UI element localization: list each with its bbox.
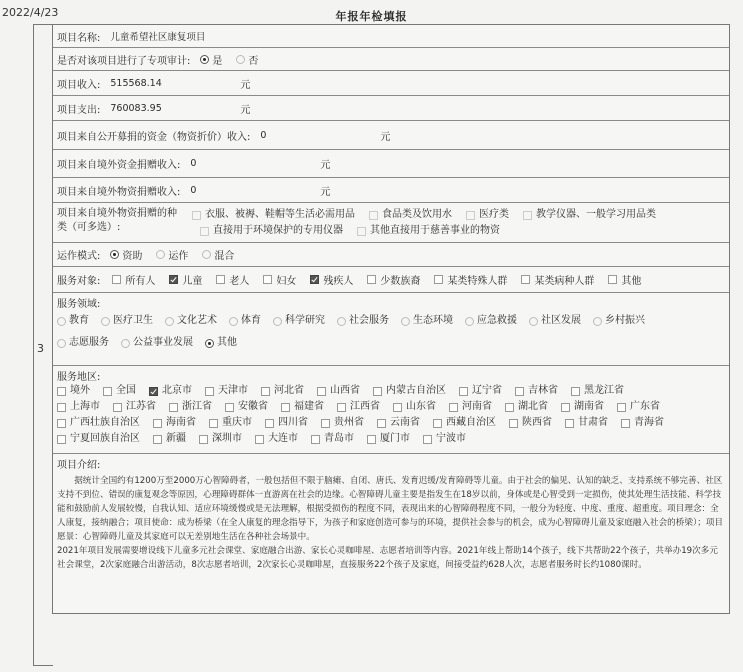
region-checkbox[interactable] (515, 387, 524, 396)
field-option: 体育 (241, 315, 261, 326)
region-checkbox[interactable] (281, 403, 290, 412)
region-line (57, 415, 725, 431)
field-option: 生态环境 (413, 315, 453, 326)
field-radio[interactable] (465, 317, 474, 326)
goods-type-option: 教学仪器、一般学习用品类 (536, 209, 656, 220)
region-option[interactable] (95, 383, 136, 399)
region-checkbox[interactable] (621, 419, 630, 428)
region-checkbox[interactable] (571, 387, 580, 396)
region-checkbox[interactable] (199, 435, 208, 444)
audit-row (53, 48, 729, 71)
field-option: 教育 (69, 315, 89, 326)
target-option: 老人 (229, 276, 250, 287)
region-label: 吉林省 (528, 385, 558, 396)
region-label: 上海市 (70, 401, 100, 412)
income-label: 项目收入: (57, 79, 101, 91)
region-label: 黑龙江省 (584, 385, 624, 396)
region-label: 境外 (70, 385, 90, 396)
target-option: 妇女 (276, 276, 297, 287)
region-label: 甘肃省 (578, 417, 608, 428)
region-checkbox[interactable] (423, 435, 432, 444)
region-option[interactable] (613, 415, 664, 431)
region-label: 安徽省 (238, 401, 268, 412)
project-name-value[interactable]: 儿童希望社区康复项目 (110, 32, 206, 43)
income-value[interactable]: 515568.14 (110, 77, 162, 89)
region-checkbox[interactable] (169, 403, 178, 412)
region-option[interactable] (553, 399, 604, 415)
target-disease-group-checkbox[interactable] (521, 275, 530, 284)
region-label: 内蒙古自治区 (386, 385, 446, 396)
region-option[interactable] (197, 383, 248, 399)
goods-type-option: 直接用于环境保护的专用仪器 (213, 225, 343, 236)
region-label: 四川省 (278, 417, 308, 428)
region-label: 广西壮族自治区 (70, 417, 140, 428)
mode-funding-label: 资助 (122, 251, 143, 262)
region-option[interactable] (451, 383, 502, 399)
region-option[interactable] (507, 383, 558, 399)
foreign-goods-value[interactable]: 0 (190, 184, 197, 196)
goods-type-option: 其他直接用于慈善事业的物资 (370, 225, 500, 236)
region-label: 大连市 (268, 433, 298, 444)
field-radio[interactable] (121, 339, 130, 348)
public-fund-value[interactable]: 0 (260, 129, 267, 141)
region-label: 宁波市 (436, 433, 466, 444)
field-option: 公益事业发展 (133, 337, 193, 348)
goods-type-checkbox-5[interactable] (200, 227, 209, 236)
goods-type-label-line2: 类（可多选）: (57, 222, 121, 233)
region-label: 新疆 (166, 433, 186, 444)
region-option[interactable] (501, 415, 552, 431)
target-option: 某类特殊人群 (447, 276, 508, 287)
region-option[interactable] (359, 431, 410, 447)
region-checkbox[interactable] (393, 403, 402, 412)
region-label: 广东省 (630, 401, 660, 412)
annual-report-form (52, 24, 730, 614)
region-label: 青海省 (634, 417, 664, 428)
region-grid (57, 383, 725, 447)
region-option[interactable] (191, 431, 242, 447)
region-checkbox[interactable] (321, 419, 330, 428)
region-label: 湖南省 (574, 401, 604, 412)
region-label: 西藏自治区 (446, 417, 496, 428)
field-option: 文化艺术 (177, 315, 217, 326)
service-target-row (53, 267, 729, 293)
region-label: 宁夏回族自治区 (70, 433, 140, 444)
goods-type-option: 衣服、被褥、鞋帽等生活必需用品 (205, 209, 355, 220)
region-label: 重庆市 (222, 417, 252, 428)
region-option[interactable] (497, 399, 548, 415)
region-option[interactable] (145, 431, 186, 447)
expense-value[interactable]: 760083.95 (110, 102, 162, 114)
region-option[interactable] (161, 399, 212, 415)
target-women-checkbox[interactable] (263, 275, 272, 284)
foreign-cash-label: 项目来自境外资金捐赠收入: (57, 160, 181, 171)
region-checkbox[interactable] (225, 403, 234, 412)
target-disabled-checkbox[interactable] (310, 275, 319, 284)
region-checkbox[interactable] (209, 419, 218, 428)
goods-type-option: 医疗类 (479, 209, 509, 220)
region-option[interactable] (257, 415, 308, 431)
region-option[interactable] (385, 399, 436, 415)
report-date: 2022/4/23 (2, 6, 59, 19)
audit-yes-radio[interactable] (200, 55, 209, 64)
region-option[interactable] (441, 399, 492, 415)
goods-type-label-line1: 项目来自境外物资捐赠的种 (57, 208, 177, 219)
goods-type-row (53, 203, 729, 243)
project-intro-row (53, 454, 729, 613)
region-option[interactable] (217, 399, 268, 415)
target-option: 残疾人 (323, 276, 354, 287)
project-intro-text[interactable] (57, 474, 725, 572)
region-checkbox[interactable] (205, 387, 214, 396)
region-label: 全国 (116, 385, 136, 396)
goods-type-checkbox-2[interactable] (369, 211, 378, 220)
service-field-label: 服务领域: (57, 299, 101, 310)
target-other-checkbox[interactable] (608, 275, 617, 284)
region-checkbox[interactable] (367, 435, 376, 444)
region-label: 浙江省 (182, 401, 212, 412)
region-option[interactable] (141, 383, 192, 399)
field-radio[interactable] (229, 317, 238, 326)
region-option[interactable] (309, 383, 360, 399)
region-option[interactable] (329, 399, 380, 415)
audit-yes-label: 是 (212, 55, 223, 67)
field-radio[interactable] (337, 317, 346, 326)
field-radio[interactable] (101, 317, 110, 326)
field-radio[interactable] (593, 317, 602, 326)
region-option[interactable] (415, 431, 466, 447)
mode-operation-radio[interactable] (156, 250, 165, 259)
foreign-goods-label: 项目来自境外物资捐赠收入: (57, 186, 181, 198)
audit-no-label: 否 (248, 55, 259, 67)
region-label: 湖北省 (518, 401, 548, 412)
region-label: 福建省 (294, 401, 324, 412)
region-option[interactable] (57, 431, 140, 447)
audit-label: 是否对该项目进行了专项审计: (57, 55, 191, 67)
region-checkbox[interactable] (509, 419, 518, 428)
foreign-cash-value[interactable]: 0 (190, 158, 197, 169)
target-option: 儿童 (182, 276, 203, 287)
target-option: 少数族裔 (380, 276, 421, 287)
region-option[interactable] (557, 415, 608, 431)
region-label: 山东省 (406, 401, 436, 412)
region-label: 云南省 (390, 417, 420, 428)
region-label: 北京市 (162, 385, 192, 396)
region-checkbox[interactable] (255, 435, 264, 444)
field-option: 社会服务 (349, 315, 389, 326)
region-option[interactable] (609, 399, 660, 415)
region-checkbox[interactable] (57, 419, 66, 428)
region-option[interactable] (57, 415, 140, 431)
income-row (53, 71, 729, 96)
region-option[interactable] (273, 399, 324, 415)
expense-row (53, 96, 729, 121)
region-label: 山西省 (330, 385, 360, 396)
field-radio[interactable] (165, 317, 174, 326)
mode-operation-label: 运作 (168, 251, 189, 262)
mode-funding-radio[interactable] (110, 250, 119, 259)
income-unit: 元 (240, 79, 251, 91)
operation-mode-label: 运作模式: (57, 251, 101, 262)
region-checkbox[interactable] (561, 403, 570, 412)
page-title: 年报年检填报 (335, 10, 408, 23)
region-checkbox[interactable] (57, 387, 66, 396)
region-checkbox[interactable] (261, 387, 270, 396)
mode-mixed-label: 混合 (214, 251, 235, 262)
service-target-label: 服务对象: (57, 276, 101, 287)
region-checkbox[interactable] (565, 419, 574, 428)
goods-type-checkbox-3[interactable] (466, 211, 475, 220)
region-label: 青岛市 (324, 433, 354, 444)
region-checkbox[interactable] (373, 387, 382, 396)
region-checkbox[interactable] (317, 387, 326, 396)
region-option[interactable] (369, 415, 420, 431)
field-option: 医疗卫生 (113, 315, 153, 326)
region-option[interactable] (105, 399, 156, 415)
region-option[interactable] (425, 415, 496, 431)
goods-type-checkbox-6[interactable] (357, 227, 366, 236)
field-option: 乡村振兴 (605, 315, 645, 326)
region-label: 江西省 (350, 401, 380, 412)
expense-label: 项目支出: (57, 104, 101, 116)
target-elderly-checkbox[interactable] (216, 275, 225, 284)
region-option[interactable] (57, 383, 90, 399)
region-checkbox[interactable] (617, 403, 626, 412)
goods-type-option: 食品类及饮用水 (382, 209, 452, 220)
service-region-row (53, 366, 729, 454)
region-option[interactable] (365, 383, 446, 399)
project-name-label: 项目名称: (57, 32, 101, 44)
foreign-goods-row (53, 178, 729, 203)
region-checkbox[interactable] (337, 403, 346, 412)
field-option: 科学研究 (285, 315, 325, 326)
goods-type-checkbox-1[interactable] (192, 211, 201, 220)
region-option[interactable] (563, 383, 624, 399)
region-option[interactable] (57, 399, 100, 415)
region-checkbox[interactable] (57, 435, 66, 444)
field-option: 应急救援 (477, 315, 517, 326)
row-number: 3 (37, 342, 44, 355)
goods-type-checkbox-4[interactable] (523, 211, 532, 220)
region-line (57, 431, 725, 447)
intro-paragraph-1: 据统计全国约有1200万至2000万心智障碍者，一般包括但不限于脑瘫、自闭、唐氏、发育迟缓/发育障碍等儿童。由于社会的偏见、认知的缺乏、支持系统不够完善、社区支持不到位、错误的康复观念等原因，心理障碍群体一直游离在社会的边缘。心智障碍儿童主要是指发生在18岁以前，身体或是心智受到一定损伤，使其处理生活技能、科学技能和鼓励前人发展较慢，自我认知、适应环境缓慢或是无法理解，根据受损伤的程度不同，表现出来的心智障碍程度不同，一般分为轻度、中度、重度、超重度。项目理念：全人康复，接纳融合；项目使命：成为桥梁（在全人康复的理念指导下，为孩子和家庭创造可参与的环境，提供社会参与的机会，成为心智障碍儿童及家庭融入社会的桥梁）；项目愿景：心智障碍儿童及其家庭可以无差别地生活在各种社会场景中。 (57, 476, 724, 542)
target-special-group-checkbox[interactable] (434, 275, 443, 284)
goods-type-label (57, 207, 192, 242)
region-checkbox[interactable] (153, 435, 162, 444)
target-minority-checkbox[interactable] (367, 275, 376, 284)
field-option: 志愿服务 (69, 337, 109, 348)
field-option: 其他 (217, 337, 237, 348)
region-option[interactable] (201, 415, 252, 431)
project-name-row (53, 25, 729, 48)
region-checkbox[interactable] (505, 403, 514, 412)
target-option: 其他 (621, 276, 642, 287)
region-option[interactable] (303, 431, 354, 447)
region-checkbox[interactable] (433, 419, 442, 428)
region-checkbox[interactable] (113, 403, 122, 412)
field-radio[interactable] (57, 339, 66, 348)
expense-unit: 元 (240, 104, 251, 116)
service-region-label: 服务地区: (57, 372, 101, 383)
field-radio[interactable] (401, 317, 410, 326)
public-fund-unit: 元 (380, 131, 391, 143)
target-option: 所有人 (125, 276, 156, 287)
region-label: 天津市 (218, 385, 248, 396)
target-option: 某类病种人群 (534, 276, 595, 287)
region-checkbox[interactable] (57, 403, 66, 412)
region-checkbox[interactable] (449, 403, 458, 412)
field-radio[interactable] (529, 317, 538, 326)
region-checkbox[interactable] (377, 419, 386, 428)
field-radio[interactable] (57, 317, 66, 326)
foreign-cash-unit: 元 (320, 160, 331, 171)
region-label: 厦门市 (380, 433, 410, 444)
service-field-row (53, 293, 729, 366)
audit-no-radio[interactable] (236, 55, 245, 64)
project-intro-label: 项目介绍: (57, 460, 101, 471)
region-checkbox[interactable] (149, 387, 158, 396)
region-label: 江苏省 (126, 401, 156, 412)
target-all-checkbox[interactable] (112, 275, 121, 284)
region-option[interactable] (313, 415, 364, 431)
region-line (57, 399, 725, 415)
region-checkbox[interactable] (265, 419, 274, 428)
intro-paragraph-2: 2021年项目发展需要增设线下儿童多元社会课堂、家庭融合出游、家长心灵咖啡屋、志愿者培训等内容。2021年线上帮助14个孩子，线下共帮助22个孩子，共举办19次多元社会课堂，2次家庭融合出游活动，8次志愿者培训，2次家长心灵咖啡屋，直接服务22个孩子及家庭，间接受益约628人次，志愿者服务时长约1080课时。 (57, 546, 718, 570)
region-checkbox[interactable] (153, 419, 162, 428)
operation-mode-row (53, 243, 729, 267)
public-fund-label: 项目来自公开募捐的资金（物资折价）收入: (57, 131, 251, 143)
region-label: 海南省 (166, 417, 196, 428)
region-checkbox[interactable] (459, 387, 468, 396)
region-label: 深圳市 (212, 433, 242, 444)
region-line (57, 383, 725, 399)
region-checkbox[interactable] (311, 435, 320, 444)
region-label: 河南省 (462, 401, 492, 412)
region-option[interactable] (247, 431, 298, 447)
foreign-cash-row (53, 150, 729, 178)
mode-mixed-radio[interactable] (202, 250, 211, 259)
region-label: 贵州省 (334, 417, 364, 428)
foreign-goods-unit: 元 (320, 186, 331, 198)
region-option[interactable] (253, 383, 304, 399)
region-label: 辽宁省 (472, 385, 502, 396)
region-checkbox[interactable] (103, 387, 112, 396)
field-option: 社区发展 (541, 315, 581, 326)
public-fund-row (53, 121, 729, 150)
region-option[interactable] (145, 415, 196, 431)
region-label: 陕西省 (522, 417, 552, 428)
target-children-checkbox[interactable] (169, 275, 178, 284)
field-radio[interactable] (273, 317, 282, 326)
field-other-radio[interactable] (205, 339, 214, 348)
region-label: 河北省 (274, 385, 304, 396)
